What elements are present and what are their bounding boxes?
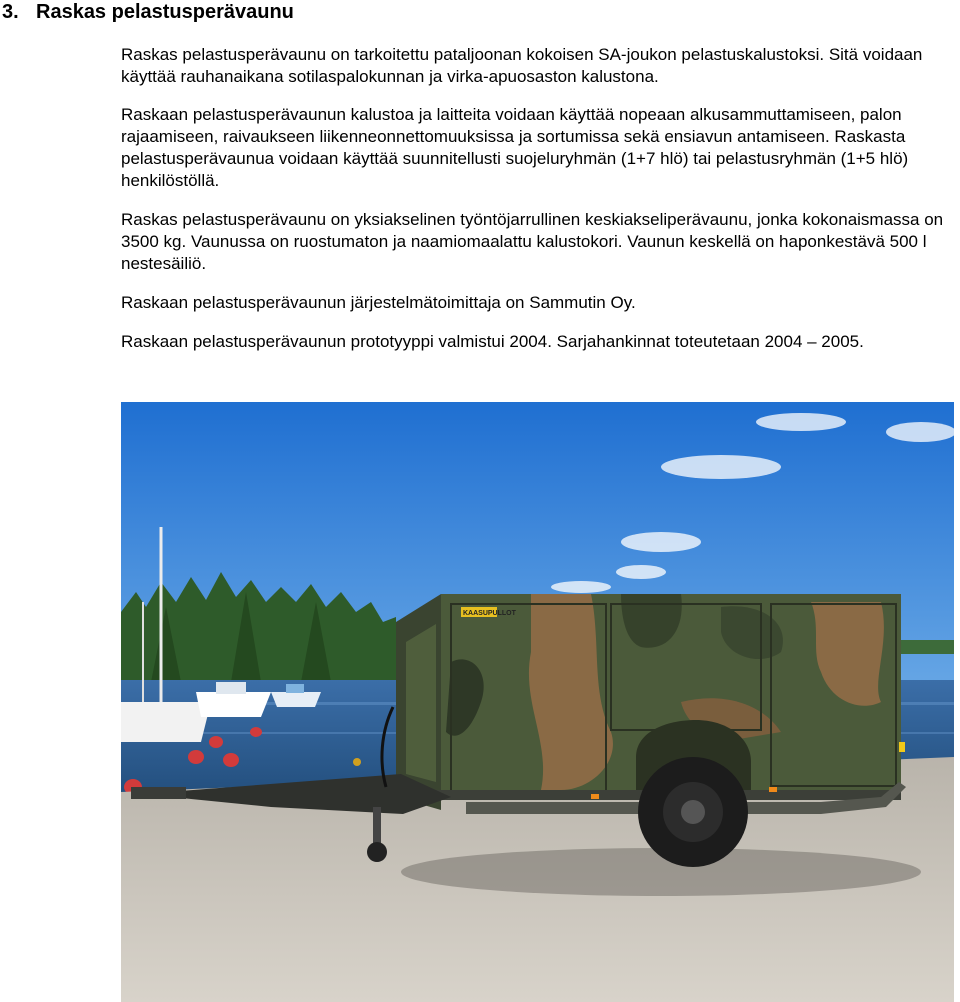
paragraph-specifications: Raskas pelastusperävaunu on yksiakselinen työntöjarrullinen keskiakseliperävaunu, jonka kokonaismassa on 3500 kg. Vaunussa on ruostumaton ja naamiomaalattu kalustokori. Vaunun keskellä on haponkestävä 500 l nestesäiliö.	[121, 210, 944, 273]
trailer-photo	[121, 402, 954, 1002]
paragraph-purpose: Raskas pelastusperävaunu on tarkoitettu pataljoonan kokoisen SA-joukon pelastuskalustoksi. Sitä voidaan käyttää rauhanaikana sotilaspalokunnan ja virka-apuosaston kalustona.	[121, 45, 923, 86]
section-number: 3.	[2, 1, 19, 23]
paragraph-supplier: Raskaan pelastusperävaunun järjestelmätoimittaja on Sammutin Oy.	[121, 293, 636, 312]
paragraph-equipment-use: Raskaan pelastusperävaunun kalustoa ja laitteita voidaan käyttää nopeaan alkusammuttamiseen, palon rajaamiseen, raivaukseen liikenneonnettomuuksissa ja sortumissa sekä ensiavun antamiseen. Raskasta pelastusperävaunua voidaan käyttää suunnitellusti suojeluryhmän (1+7 hlö) tai pelastusryhmän (1+5 hlö) henkilöstöllä.	[121, 105, 909, 190]
document-body	[121, 44, 956, 369]
section-title: Raskas pelastusperävaunu	[36, 1, 294, 23]
section-heading	[2, 0, 294, 24]
trailer-label: KAASUPULLOT	[463, 610, 516, 617]
trailer-photo-illustration	[121, 402, 954, 1002]
paragraph-schedule: Raskaan pelastusperävaunun prototyyppi valmistui 2004. Sarjahankinnat toteutetaan 2004 – 2005.	[121, 332, 864, 351]
